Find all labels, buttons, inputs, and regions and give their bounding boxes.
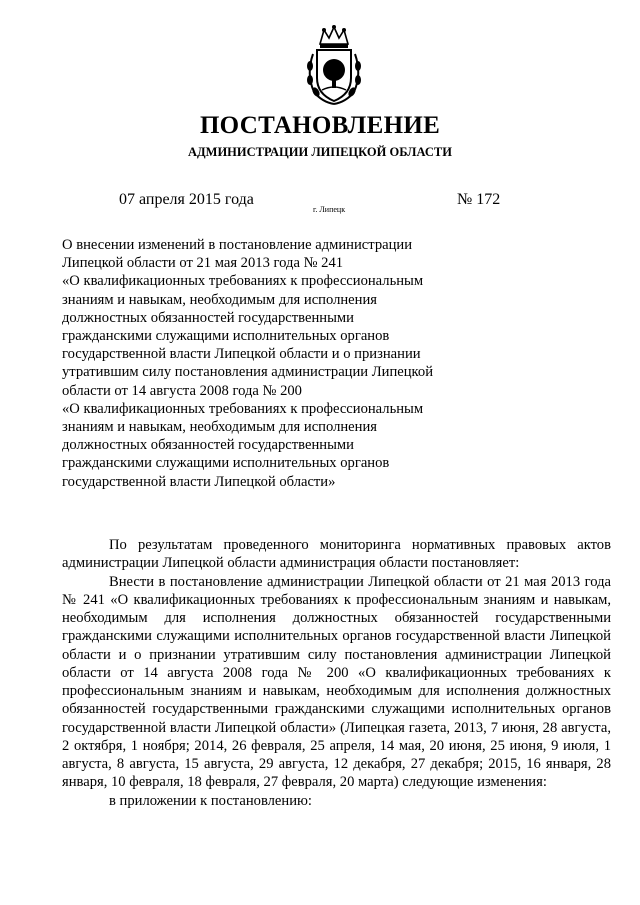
document-title: ПОСТАНОВЛЕНИЕ: [199, 112, 441, 139]
document-city: г. Липецк: [313, 205, 346, 214]
subject-line: государственной власти Липецкой области и о признании: [62, 346, 421, 363]
subject-line: гражданскими служащими исполнительных органов: [62, 455, 390, 472]
coat-of-arms-icon: [302, 24, 366, 106]
document-subject: [62, 236, 442, 491]
subject-line: Липецкой области от 21 мая 2013 года № 241: [62, 255, 344, 272]
body-paragraph-3: в приложении к постановлению:: [109, 792, 312, 809]
subject-line: государственной власти Липецкой области»: [62, 473, 336, 490]
document-number: № 172: [457, 191, 501, 208]
document-date: 07 апреля 2015 года: [119, 191, 254, 208]
body-paragraph-1: По результатам проведенного мониторинга нормативных правовых актов администрации Липецкой области администрация области постановляет:: [62, 537, 611, 572]
subject-line: области от 14 августа 2008 года № 200: [62, 382, 302, 399]
document-subtitle: АДМИНИСТРАЦИИ ЛИПЕЦКОЙ ОБЛАСТИ: [188, 145, 452, 159]
subject-line: О внесении изменений в постановление администрации: [62, 237, 413, 253]
subject-line: утратившим силу постановления администрации Липецкой: [62, 364, 434, 381]
subject-line: «О квалификационных требованиях к профессиональным: [62, 273, 424, 290]
document-body: [62, 536, 611, 810]
subject-line: должностных обязанностей государственными: [62, 437, 354, 454]
subject-line: знаниям и навыкам, необходимым для исполнения: [62, 419, 377, 436]
subject-line: гражданскими служащими исполнительных органов: [62, 328, 390, 345]
subject-line: «О квалификационных требованиях к профессиональным: [62, 400, 424, 417]
subject-line: должностных обязанностей государственными: [62, 309, 354, 326]
subject-line: знаниям и навыкам, необходимым для исполнения: [62, 291, 377, 308]
body-paragraph-2: Внести в постановление администрации Липецкой области от 21 мая 2013 года № 241 «О квалификационных требованиях к профессиональным знаниям и навыкам, необходимым для исполнения должностных обязанностей государственными гражданскими служащими исполнительных органов государственной власти Липецкой области и о признании утратившим силу постановления администрации Липецкой области от 14 августа 2008 года № 200 «О квалификационных требованиях к профессиональным знаниям и навыкам, необходимым для исполнения должностных обязанностей государственными гражданскими служащими исполнительных органов государственной власти Липецкой области» (Липецкая газета, 2013, 7 июня, 28 августа, 2 октября, 1 ноября; 2014, 26 февраля, 25 апреля, 14 мая, 20 июня, 25 июня, 9 июля, 1 августа, 8 августа, 15 августа, 29 августа, 12 декабря, 27 декабря; 2015, 16 января, 28 января, 10 февраля, 18 февраля, 27 февраля, 20 марта) следующие изменения:: [62, 573, 611, 791]
